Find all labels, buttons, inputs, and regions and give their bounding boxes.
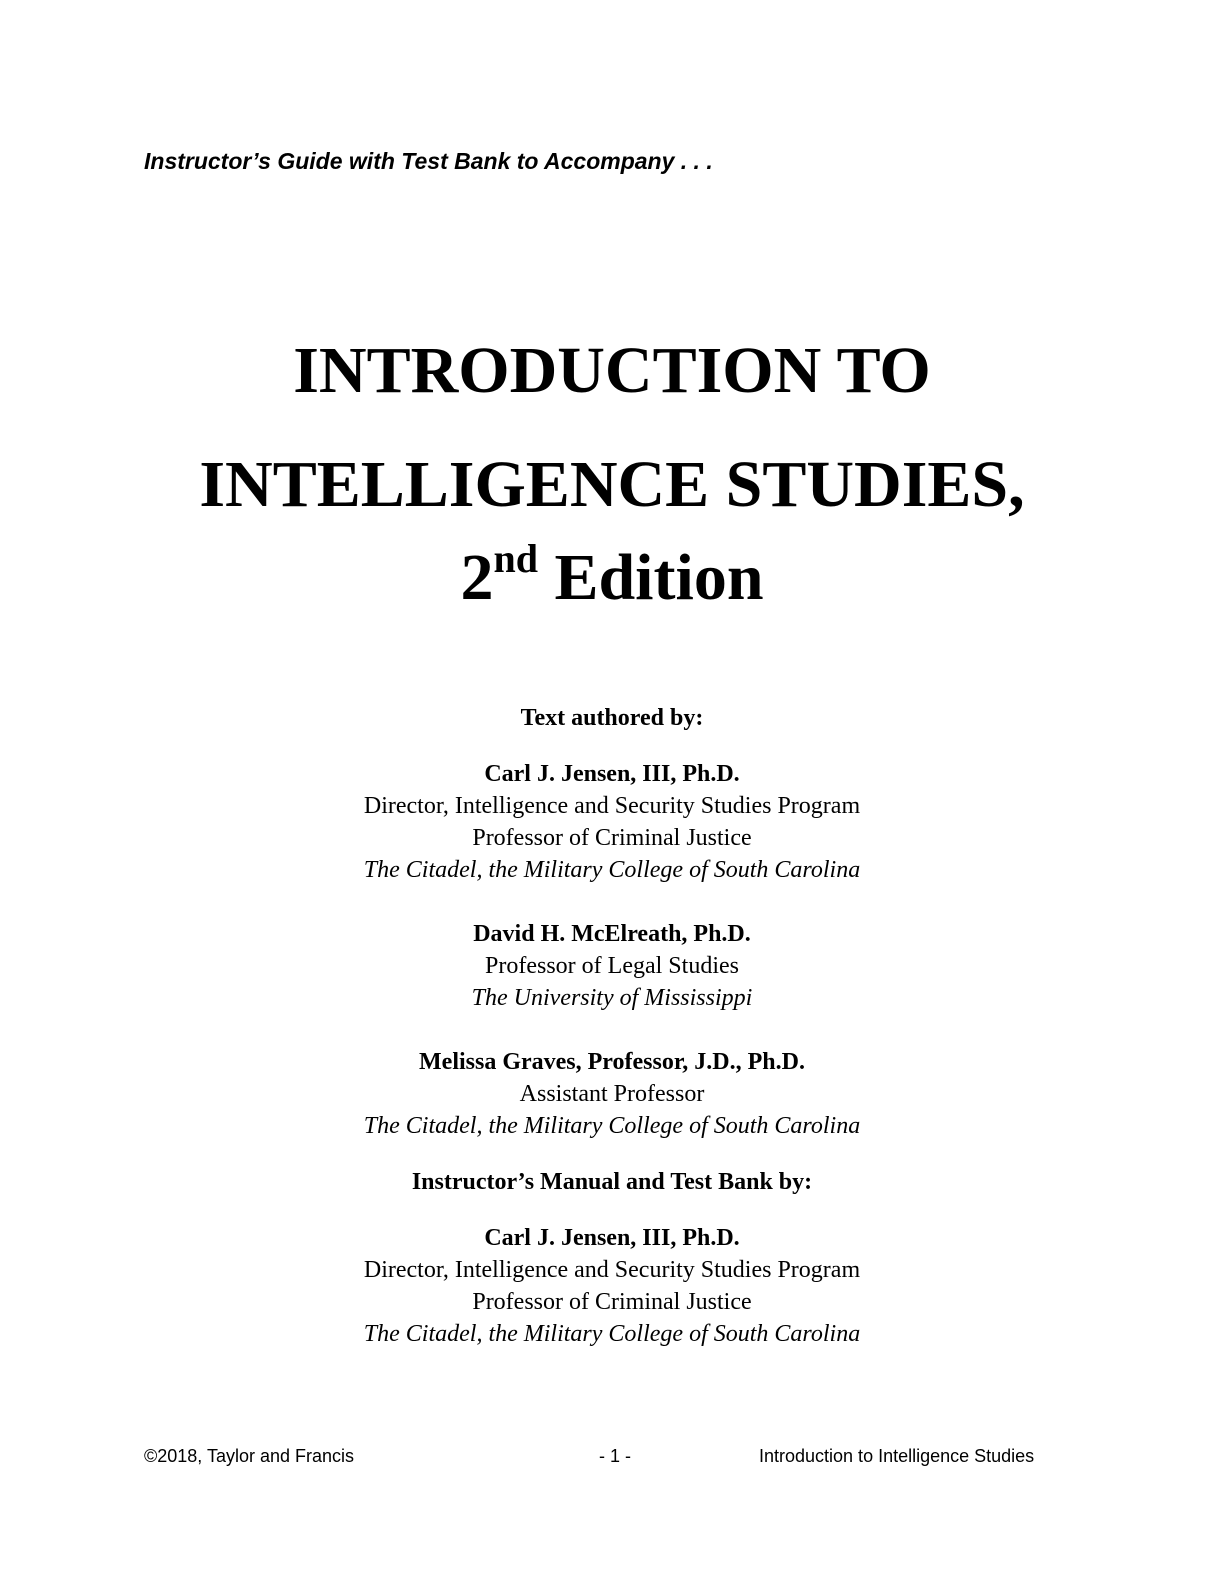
title-line-2: INTELLIGENCE STUDIES, [199,448,1025,521]
authored-heading: Text authored by: [520,705,704,731]
author-1-block [0,758,1224,886]
author-2-name: David H. McElreath, Ph.D. [473,921,751,947]
author-3-institution: The Citadel, the Military College of South Carolina [363,1113,861,1139]
title-edition [0,536,1224,614]
manual-heading-block [0,1166,1224,1198]
author-2-block [0,918,1224,1014]
manual-author-block [0,1222,1224,1350]
author-2-role-1: Professor of Legal Studies [485,953,739,979]
author-1-institution: The Citadel, the Military College of South Carolina [363,857,861,883]
author-1-name: Carl J. Jensen, III, Ph.D. [484,761,740,787]
author-1-role-2: Professor of Criminal Justice [472,825,752,851]
author-3-block [0,1046,1224,1142]
accompany-line: Instructor’s Guide with Test Bank to Accompany . . . [144,148,713,174]
edition-word: Edition [537,541,764,614]
authored-heading-block [0,702,1224,734]
footer-book-title: Introduction to Intelligence Studies [759,1446,1035,1466]
edition-suffix: nd [493,536,538,581]
title-line-1: INTRODUCTION TO [293,334,931,407]
footer-page-number: - 1 - [598,1446,631,1466]
footer-copyright: ©2018, Taylor and Francis [144,1446,355,1466]
edition-number: 2 [460,541,494,614]
manual-author-name: Carl J. Jensen, III, Ph.D. [484,1225,740,1251]
author-1-role-1: Director, Intelligence and Security Studies Program [363,793,861,819]
manual-author-role-2: Professor of Criminal Justice [472,1289,752,1315]
manual-author-role-1: Director, Intelligence and Security Studies Program [363,1257,861,1283]
author-3-role-1: Assistant Professor [519,1081,705,1107]
author-2-institution: The University of Mississippi [471,985,753,1011]
manual-author-institution: The Citadel, the Military College of South Carolina [363,1321,861,1347]
manual-heading: Instructor’s Manual and Test Bank by: [411,1169,813,1195]
author-3-name: Melissa Graves, Professor, J.D., Ph.D. [419,1049,805,1075]
